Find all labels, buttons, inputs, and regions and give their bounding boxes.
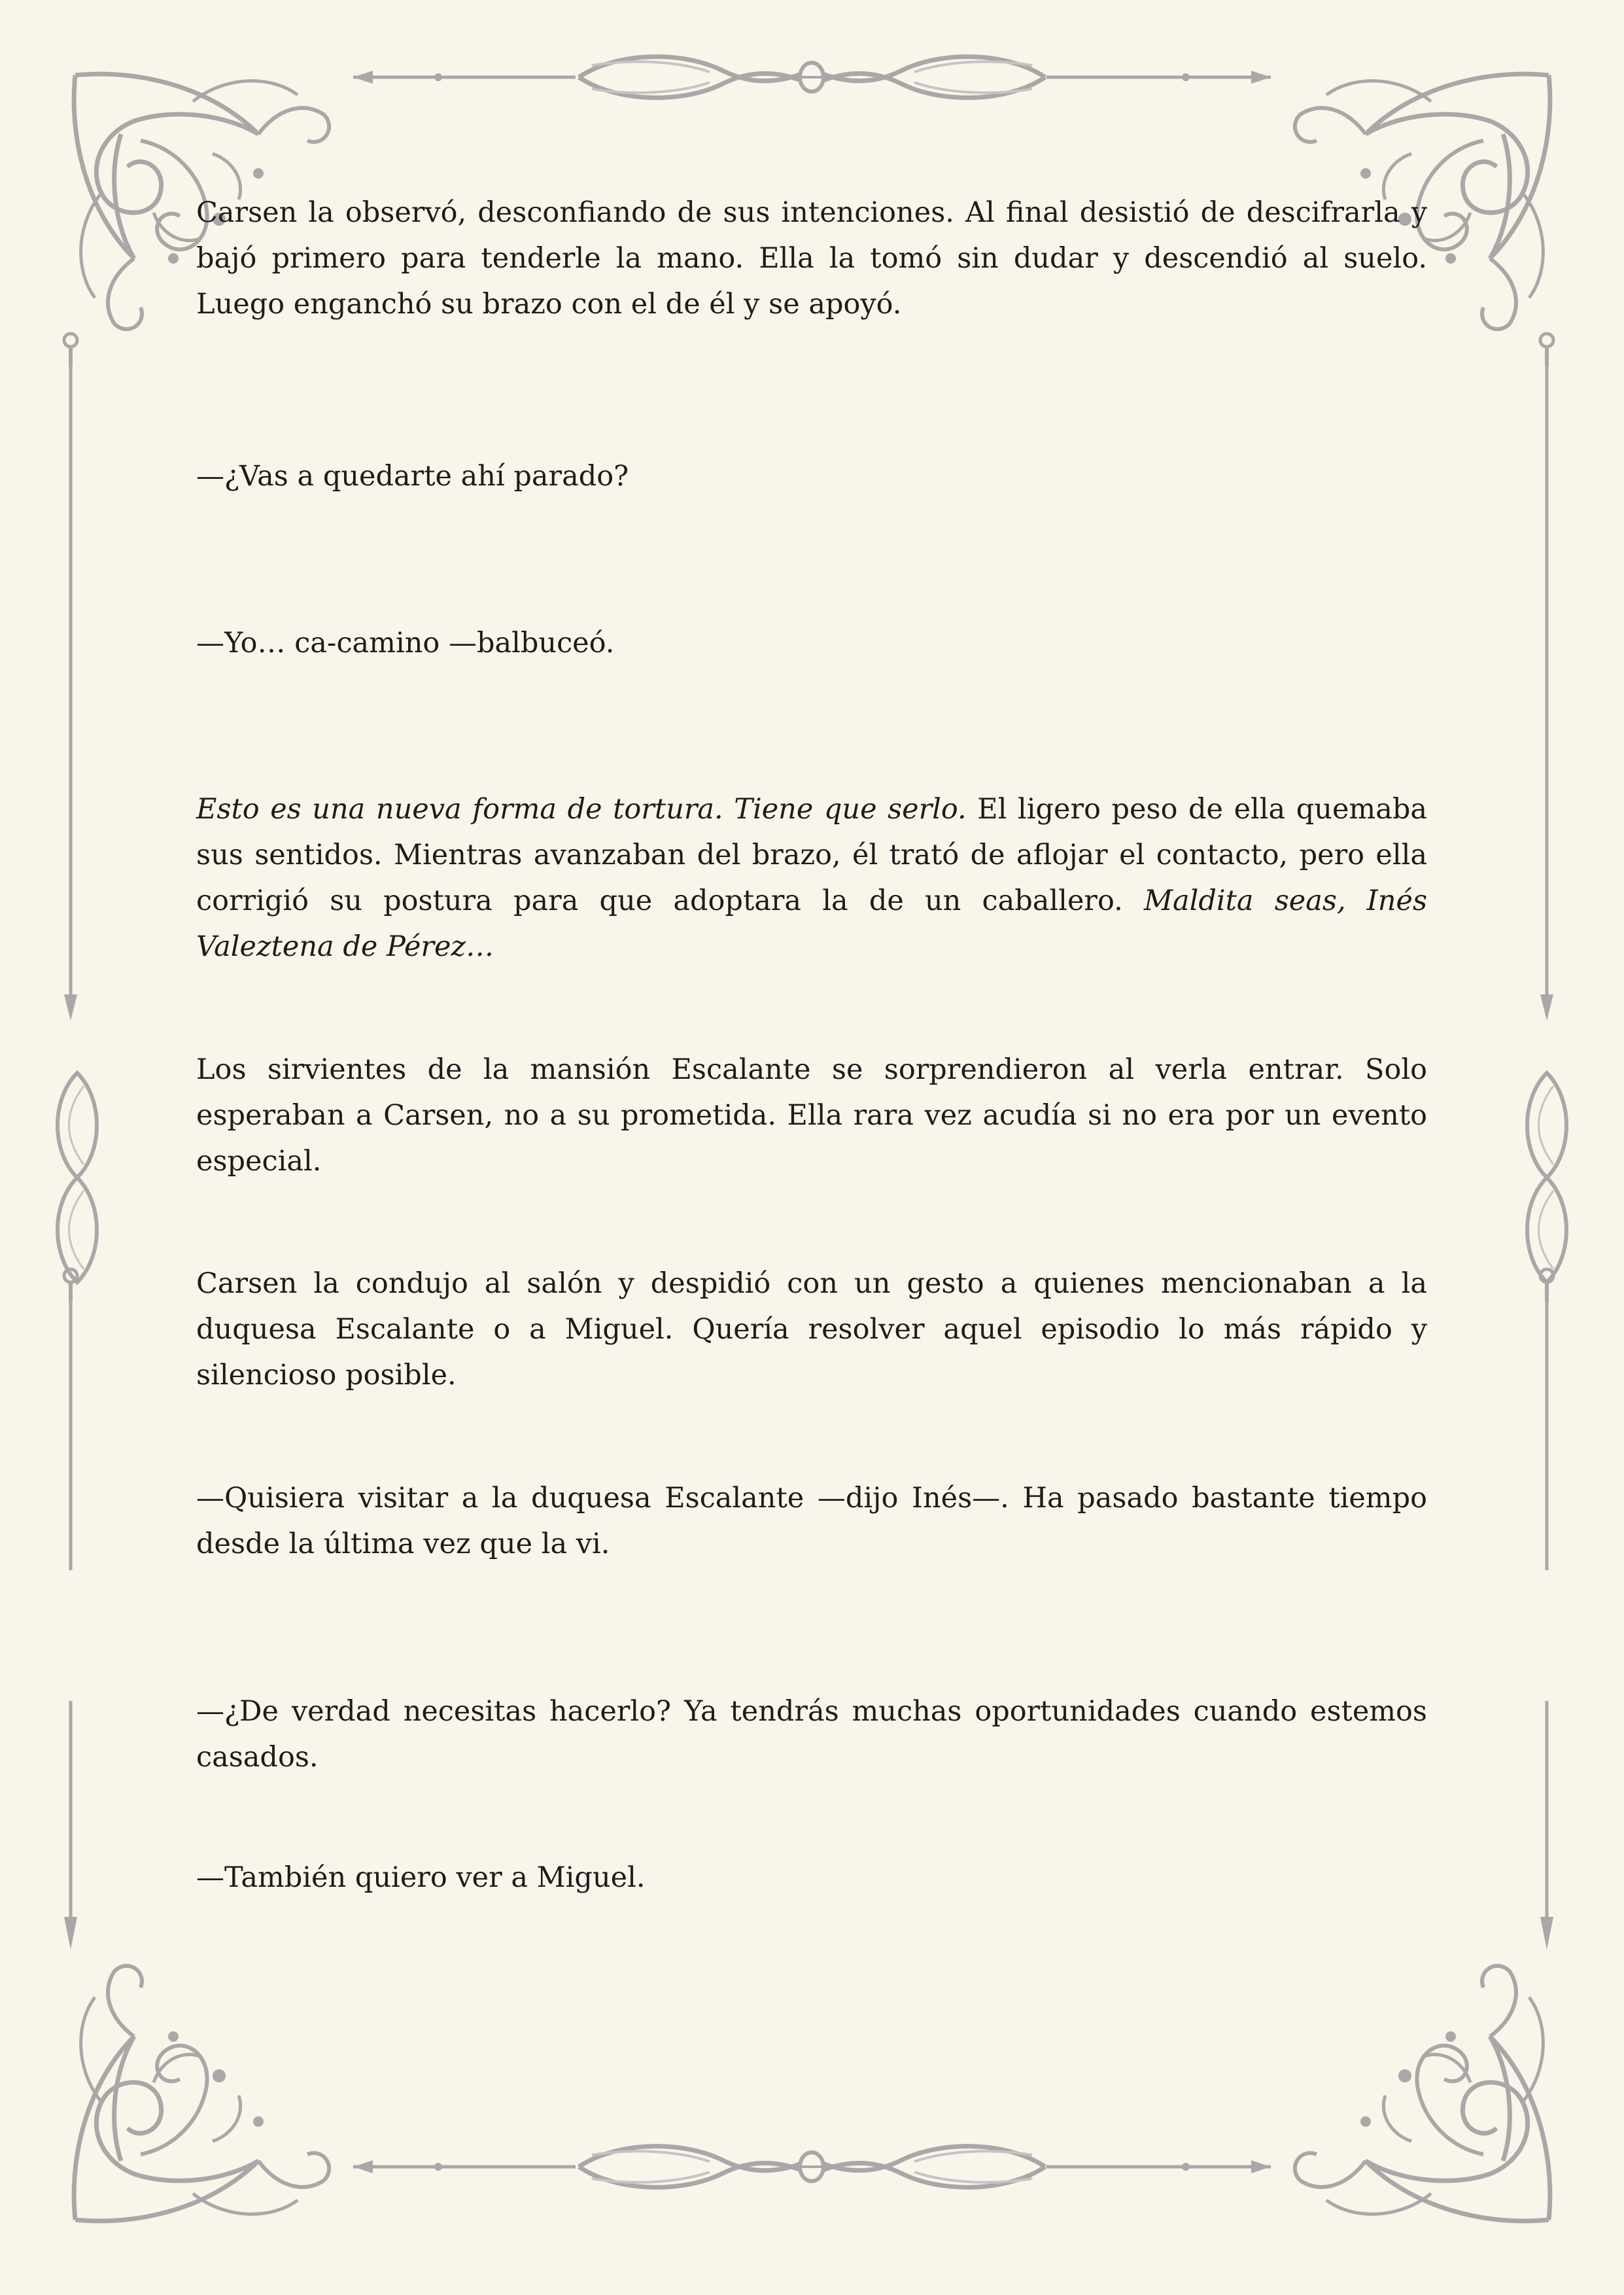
paragraph-4-narration: El ligero peso de ella quemaba sus sentidos. Mientras avanzaban del brazo, él trató de aflojar el contacto, pero ella corrigió su postura para que adoptara la de un caballero. [196,793,1427,917]
paragraph-4-italic-thought: Esto es una nueva forma de tortura. Tiene que serlo. [196,793,967,826]
paragraph-4-italic-curse: Maldita seas, Inés Valeztena de Pérez… [196,885,1428,963]
paragraph-8: —¿De verdad necesitas hacerlo? Ya tendrás muchas oportunidades cuando estemos casados. [196,1695,1427,1774]
paragraph-3: —Yo… ca-camino —balbuceó. [196,627,615,659]
paragraph-7: —Quisiera visitar a la duquesa Escalante —dijo Inés—. Ha pasado bastante tiempo desde la última vez que la vi. [196,1482,1427,1560]
paragraph-6: Carsen la condujo al salón y despidió con un gesto a quienes mencionaban a la duquesa Escalante o a Miguel. Quería resolver aquel episodio lo más rápido y silencioso posible. [196,1267,1427,1392]
paragraph-5: Los sirvientes de la mansión Escalante se sorprendieron al verla entrar. Solo esperaban a Carsen, no a su prometida. Ella rara vez acudía si no era por un evento especial. [196,1053,1427,1178]
paragraph-1: Carsen la observó, desconfiando de sus intenciones. Al final desistió de descifrarla y bajó primero para tenderle la mano. Ella la tomó sin dudar y descendió al suelo. Luego enganchó su brazo con el de él y se apoyó. [196,196,1427,321]
paragraph-4 [196,786,1427,970]
paragraph-9: —También quiero ver a Miguel. [196,1861,646,1894]
paragraph-2: —¿Vas a quedarte ahí parado? [196,460,629,493]
